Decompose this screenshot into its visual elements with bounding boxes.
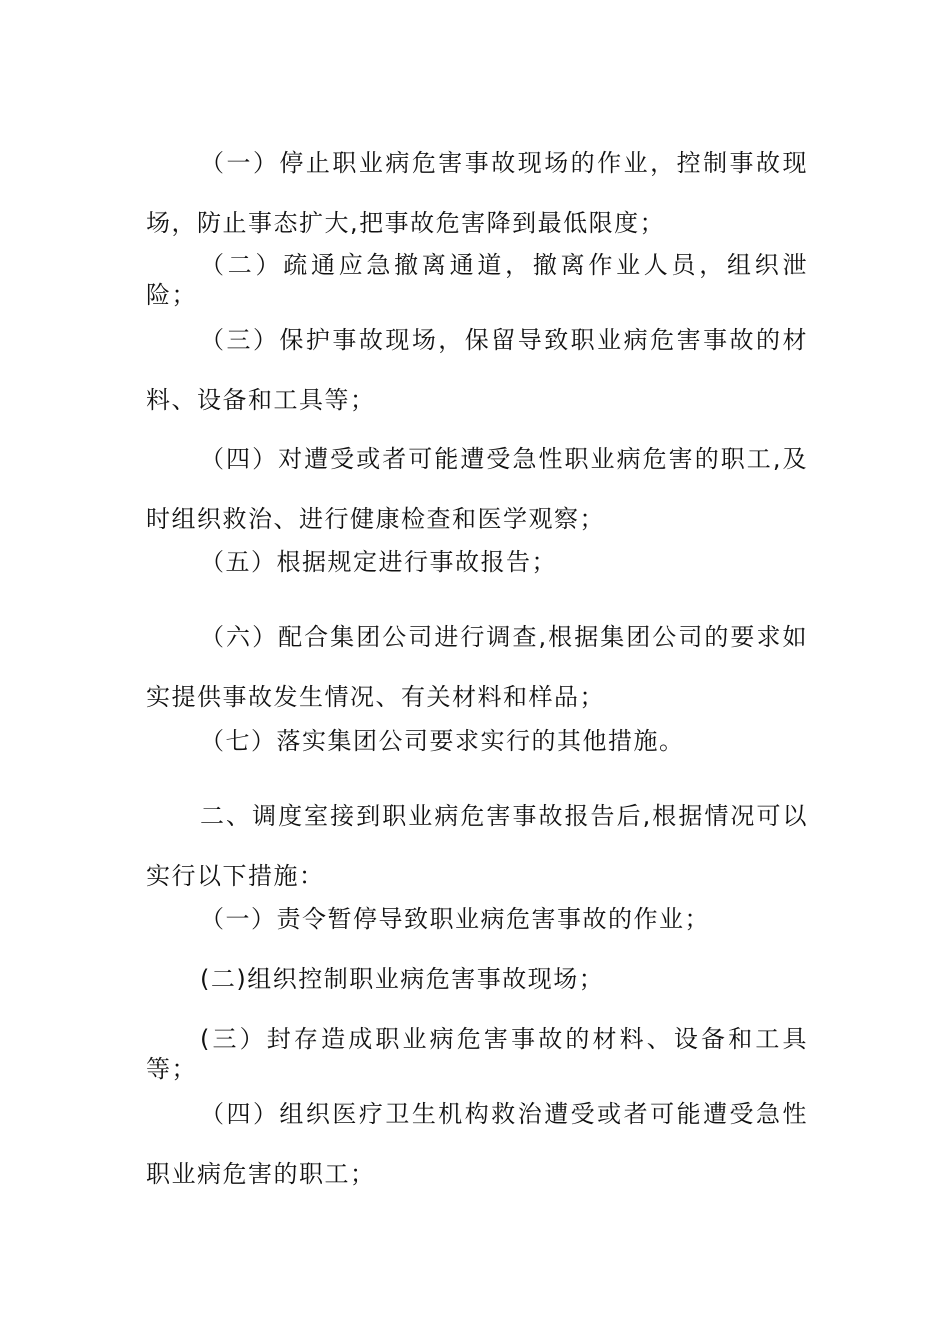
paragraph: (二)组织控制职业病危害事故现场；: [200, 965, 605, 993]
paragraph: （五）根据规定进行事故报告；: [200, 548, 557, 576]
paragraph: （三）保护事故现场，保留导致职业病危害事故的材料、设备和工具等；: [146, 326, 808, 414]
paragraph: (三）封存造成职业病危害事故的材料、设备和工具等；: [146, 1025, 808, 1083]
paragraph: （四）组织医疗卫生机构救治遭受或者可能遭受急性职业病危害的职工；: [146, 1100, 808, 1188]
paragraph: （一）责令暂停导致职业病危害事故的作业；: [200, 905, 710, 933]
paragraph: （二）疏通应急撤离通道，撤离作业人员，组织泄险；: [146, 251, 808, 309]
paragraph: （一）停止职业病危害事故现场的作业，控制事故现场，防止事态扩大,把事故危害降到最低限度；: [146, 149, 808, 237]
paragraph: （七）落实集团公司要求实行的其他措施。: [200, 727, 685, 755]
paragraph: （四）对遭受或者可能遭受急性职业病危害的职工,及时组织救治、进行健康检查和医学观察；: [146, 445, 808, 533]
paragraph: （六）配合集团公司进行调查,根据集团公司的要求如实提供事故发生情况、有关材料和样品；: [146, 623, 808, 711]
paragraph: 二、调度室接到职业病危害事故报告后,根据情况可以实行以下措施：: [146, 802, 808, 890]
